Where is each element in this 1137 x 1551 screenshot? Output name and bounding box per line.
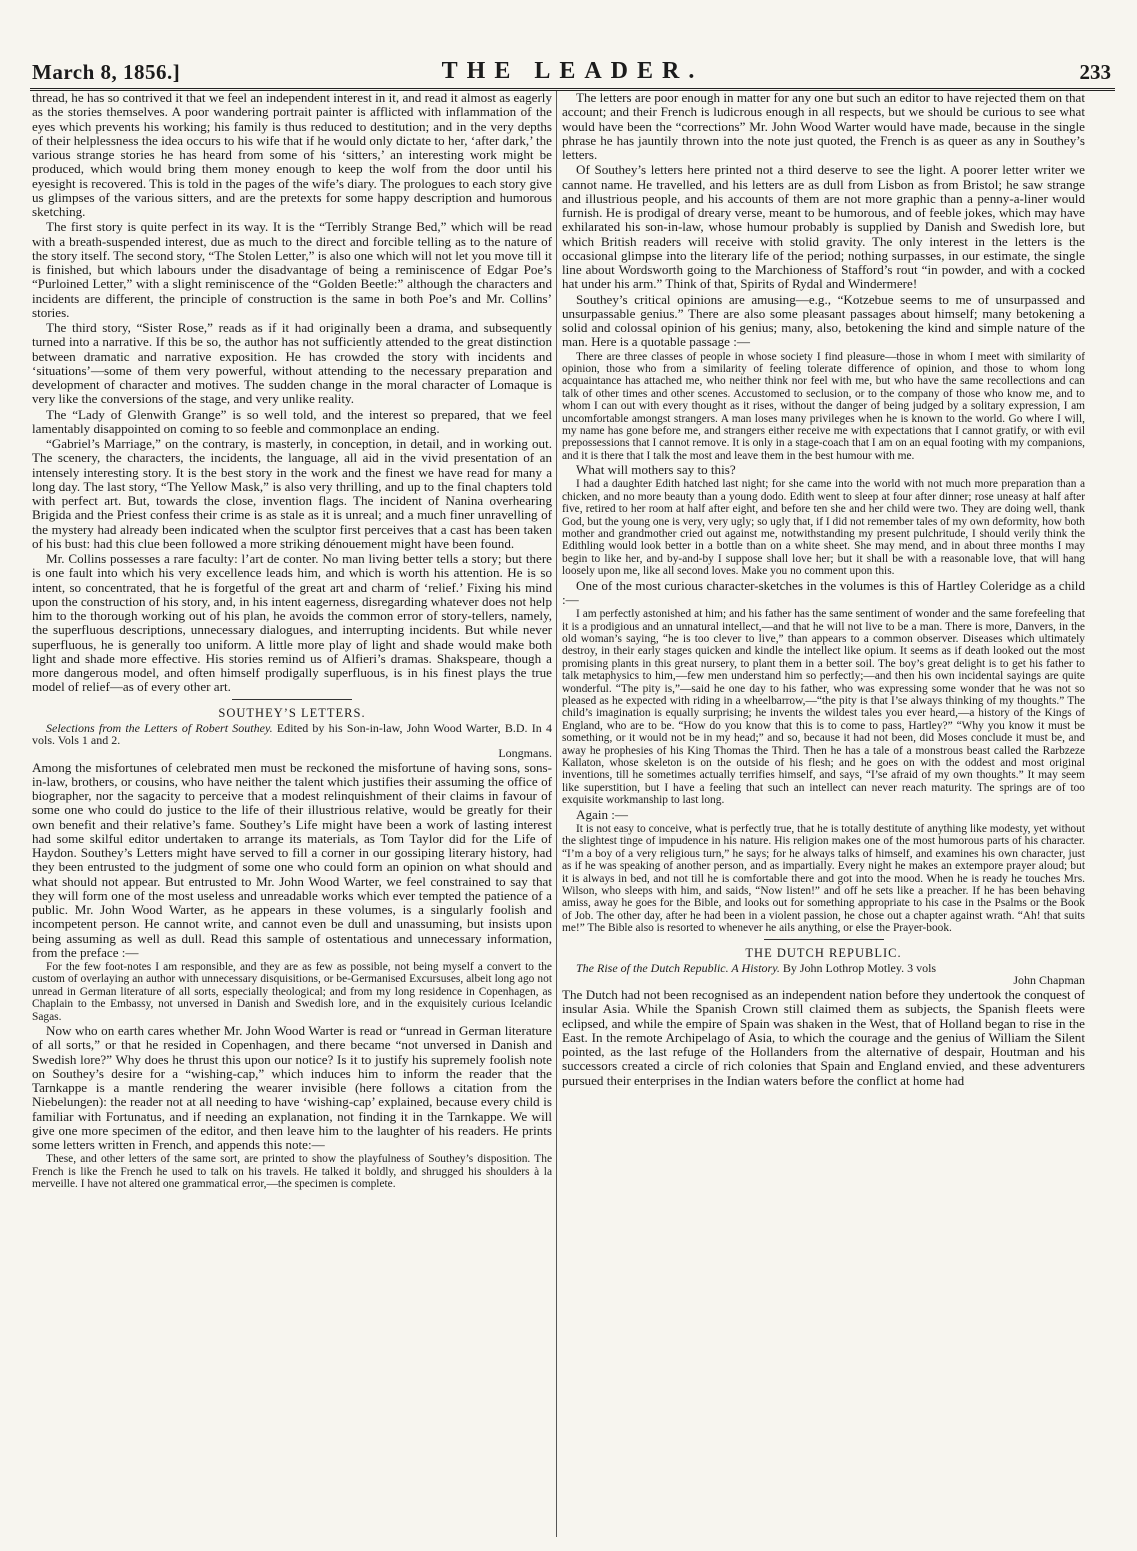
article-paragraph: Of Southey’s letters here printed not a third deserve to see the light. A poorer letter writer we cannot name. He travelled, and his letters are as dull from Lisbon as from Bristol; he saw strange and illustrious people, and his accounts of them are not more graphic than a penny-a-liner would furnish. He is prodigal of dreary verse, meant to be humorous, and of feeble jokes, which may have exhilarated his son-in-law, whose humour probably is supplied by Danish and Swedish lore, but which British readers will receive with stolid gravity. The only interest in the letters is the occasional glimpse into the literary life of the period; nothing surpasses, in our estimate, the single line about Wordsworth going to the Marchioness of Stafford’s rout “in powder, and with a cocked hat under his arm.” Think of that, Spirits of Rydal and Windermere! [562, 162, 1085, 292]
section-divider [232, 699, 352, 700]
review-book-meta: Edited by his Son-in-law, John Wood Warter, B.D. In 4 vols. Vols 1 and 2. [32, 720, 552, 748]
article-paragraph: The letters are poor enough in matter for any one but such an editor to have rejected them on that account; and their French is ludicrous enough in all respects, but we should be curious to see what would have been the “corrections” Mr. John Wood Warter would have made, because in the single phrase he has jauntily thrown into the note just quoted, the French is as queer as any in Southey’s letters. [562, 91, 1085, 162]
article-paragraph: What will mothers say to this? [576, 462, 736, 478]
section-divider [764, 939, 884, 940]
review-citation [562, 962, 1085, 987]
right-column [562, 91, 1085, 1539]
block-quote: I am perfectly astonished at him; and his father has the same sentiment of wonder and the same forefeeling that it is a prodigious and an unnatural intellect,—and that he will not live to be a man. There is more, Danvers, in the old woman’s saying, “he is too clever to live,” than appears to a common observer. Diseases which ultimately destroy, in their early stages quicken and kindle the intellect like opium. It seems as if death looked out the most promising plants in this great nursery, to plant them in a better soil. The boy’s great delight is to get his father to talk metaphysics to him,—few men understand him so perfectly;—and then his own incidental sayings are quite wonderful. “The pity is,”—said he one day to his father, who was expressing some wonder that he was not so pleased as he expected with riding in a wheelbarrow,—“the pity is that I’se always thinking of my thoughts.” The child’s imagination is equally surprising; he invents the wildest tales you ever heard,—a history of the Kings of England, who are to be. “How do you know that this is to come to pass, Hartley?” “Why you know it must be something, or it would not be in my head;” and so, because it had not been, did Moses conclude it must be, and away he prophesies of his King Thomas the Third. Then he has a tale of a monstrous beast called the Rarbzeze Kallaton, whose skeleton is on the outside of his flesh; and he goes on with the oddest and most original inventions, till he sometimes actually terrifies himself, and says, “I’se afraid of my own thoughts.” It may seem like superstition, but I have a feeling that such an intellect can never reach maturity. The springs are of too exquisite workmanship to last long. [562, 608, 1085, 807]
block-quote: These, and other letters of the same sort, are printed to show the playfulness of Southey’s disposition. The French is like the French he used to talk on his travels. He talked it boldly, and shrugged his shoulders à la merveille. I have not altered one grammatical error,—the specimen is complete. [32, 1153, 552, 1191]
article-paragraph: The “Lady of Glenwith Grange” is so well told, and the interest so prepared, that we feel lamentably disappointed on coming to so feeble and commonplace an ending. [32, 406, 552, 436]
article-paragraph: Now who on earth cares whether Mr. John Wood Warter is read or “unread in German literature of all sorts,” or that he resided in Copenhagen, and there became “not unversed in Danish and Swedish lore?” Why does he thrust this upon our notice? Is it to justify his supremely foolish note on Southey’s desire for a “wishing-cap,” which induces him to inform the reader that the Tarnkappe is a mantle rendering the wearer invisible (here follows a citation from the Niebelungen): the reader not at all needing to have ‘wishing-cap’ explained, because every child is familiar with Fortunatus, and if needing an explanation, not finding it in the Tarnkappe. We will give one more specimen of the editor, and then leave him to the laughter of his readers. He prints some letters written in French, and appends this note:— [32, 1023, 552, 1153]
block-quote: There are three classes of people in whose society I find pleasure—those in whom I meet with similarity of opinion, those who from a similarity of feeling tolerate difference of opinion, and those to whom long acquaintance has attached me, who neither think nor feel with me, but who have the same recollections and can talk of other times and other scenes. Accustomed to seclusion, or to the company of those who know me, and to whom I can out with every thought as it rises, without the danger of being judged by a solitary expression, I am uncomfortable amongst strangers. A man loses many privileges when he is known to the world. Go where I will, my name has gone before me, and strangers either receive me with expectations that I cannot gratify, or with evil prepossessions that I cannot remove. It is only in a stage-coach that I am on an equal footing with my companions, and it is there that I talk the most and leave them in the best humour with me. [562, 350, 1085, 462]
section-heading-southey: SOUTHEY’S LETTERS. [218, 705, 366, 720]
article-paragraph: The first story is quite perfect in its way. It is the “Terribly Strange Bed,” which will be read with a breath-suspended interest, due as much to the direct and forcible telling as to the nature of the story itself. The second story, “The Stolen Letter,” is also one which will not let you move till it is finished, but which labours under the disadvantage of being a reminiscence of Edgar Poe’s “Purloined Letter,” with a slight reminiscence of the “Golden Beetle:” although the characters and incidents are different, the principle of construction is the same in both Poe’s and Mr. Collins’ stories. [32, 219, 552, 320]
article-paragraph: “Gabriel’s Marriage,” on the contrary, is masterly, in conception, in detail, and in working out. The scenery, the characters, the incidents, the language, all aid in the vivid presentation of an intensely interesting story. It is the best story in the work and the finest we have read for many a long day. The last story, “The Yellow Mask,” is also very thrilling, and up to the final chapters told with perfect art. But, towards the close, invention flags. The incident of Nanina overhearing Brigida and the Priest confess their crime is as stale as it is unreal; and a much finer unravelling of the mystery had already been indicated when the sculptor first perceives that a cast has been taken of his bust: had this clue been followed a more striking dénouement might have been found. [32, 436, 552, 551]
review-book-meta: By John Lothrop Motley. 3 vols [782, 960, 937, 975]
review-publisher: Longmans. [498, 745, 552, 760]
review-book-title: The Rise of the Dutch Republic. A History. [576, 960, 780, 975]
article-paragraph: Southey’s critical opinions are amusing—e.g., “Kotzebue seems to me of unsurpassed and unsurpassable genius.” There are also some pleasant passages about himself; many betokening a solid and colossal opinion of his genius; many, also, betokening the kind and simple nature of the man. Here is a quotable passage :— [562, 291, 1085, 350]
block-quote: I had a daughter Edith hatched last night; for she came into the world with not much more preparation than a chicken, and no more beauty than a young dodo. Edith went to sleep at four after dinner; rose uneasy at half after five, retired to her room at half after eight, and before ten she and her child were two. They are doing well, thank God, but the young one is very, very ugly; so ugly that, if I did not remember tales of my own deformity, how both mother and grandmother cried out against me, notwithstanding my present pulchritude, I should verily think the Edithling would look better in a bottle than on a white sheet. She may mend, and in about three months I may begin to like her, and by-and-by I suppose shall love her; but it shall be with a reasonable love, that will hang loosely upon me, like all second loves. Make you no comment upon this. [562, 478, 1085, 578]
review-book-title: Selections from the Letters of Robert Southey. [46, 720, 273, 735]
issue-date: March 8, 1856.] [32, 60, 181, 84]
block-quote: For the few foot-notes I am responsible, and they are as few as possible, not being myself a convert to the custom of overlaying an author with unnecessary disquisitions, or be-Germanised Excursuses, albeit long ago not unread in German literature of all sorts, especially theological; and from my long residence in Copenhagen, as Chaplain to the Embassy, not unversed in Danish and Swedish lore, and in the exquisitely curious Icelandic Sagas. [32, 961, 552, 1023]
article-paragraph: thread, he has so contrived it that we feel an independent interest in it, and read it almost as eagerly as the stories themselves. A poor wandering portrait painter is afflicted with inflammation of the eyes which prevents his working; his family is thus reduced to destitution; and in the very depths of their helplessness the idea occurs to his wife that if he would only dictate to her, ‘after dark,’ the various strange stories he has heard from some of his ‘sitters,’ an interesting work might be produced, which would bring them money enough to keep the wolf from the door until his eyesight is recovered. This is told in the pages of the wife’s diary. The prologues to each story give us glimpses of the various sitters, and are the pretexts for some happy description and humorous sketching. [32, 91, 552, 219]
review-publisher: John Chapman [1013, 973, 1085, 988]
block-quote: It is not easy to conceive, what is perfectly true, that he is totally destitute of anything like modesty, yet without the slightest tinge of impudence in his nature. His religion makes one of the most humorous parts of his character. “I’m a boy of a very religious turn,” he says; for he always talks of himself, and examines his own character, just as if he was speaking of another person, and as impartially. Every night he makes an extempore prayer aloud; but it is always in bed, and not till he is comfortable there and got into the mood. When he is ready he touches Mrs. Wilson, who sleeps with him, and saids, “Now listen!” and off he sets like a preacher. If he has been behaving amiss, away he goes for the Bible, and looks out for something appropriate to his case in the Psalms or the Book of Job. The other day, after he had been in a violent passion, he chose out a chapter against wrath. “Ah! that suits me!” The Bible also is resorted to whenever he ails anything, or else the Prayer-book. [562, 822, 1085, 935]
article-paragraph: Among the misfortunes of celebrated men must be reckoned the misfortune of having sons, sons-in-law, brothers, or cousins, who have neither the talent which justifies their assuming the office of biographer, nor the sagacity to perceive that a modest relinquishment of their claims in favour of some one who could do justice to the life of their illustrious relative, would be greatly for their own benefit and their relative’s fame. Southey’s Life might have been a work of lasting interest had some skilful editor undertaken to arrange its materials, as Tom Taylor did for the Life of Haydon. Southey’s Letters might have served to fill a corner in our gossiping literary history, had they been entrusted to the judgment of some one who could form an opinion on what should and what should not appear. But entrusted to Mr. John Wood Warter, we feel constrained to say that they will form one of the most useless and unreadable works which ever tempted the patience of a public. Mr. John Wood Warter, as he appears in these volumes, is a singularly foolish and incompetent person. He cannot write, and cannot even be dull and unassuming, but insists upon being assuming as well as dull. Read this sample of ostentatious and unnecessary information, from the preface :— [32, 759, 552, 960]
article-paragraph: Again :— [576, 806, 629, 822]
article-paragraph: Mr. Collins possesses a rare faculty: l’art de conter. No man living better tells a story; but there is one fault into which his very excellence leads him, and which is worth his attention. He is so intent, so concentrated, that he is forgetful of the great art and charm of ‘relief.’ Fixing his mind upon the construction of his story, and, in his intent eagerness, disregarding whatever does not help him to the thorough working out of his plan, he avoids the common error of story-tellers, namely, the superfluous descriptions, unnecessary dialogues, and interrupting incidents. But while never superfluous, he is generally too uniform. A little more play of light and shade would make both light and shade more effective. His stories remind us of Alfieri’s dramas. Shakspeare, though a more dangerous model, and often himself prodigally superfluous, is in his finest plays the true model of relief—as of every other art. [32, 551, 552, 695]
column-rule [556, 91, 557, 1537]
left-column [32, 91, 552, 1539]
section-heading-dutch: THE DUTCH REPUBLIC. [745, 945, 902, 960]
article-paragraph: The Dutch had not been recognised as an independent nation before they undertook the conquest of insular Asia. While the Spanish Crown still claimed them as subjects, the Spanish fleets were eclipsed, and while the empire of Spain was shaken in the West, that of Holland began to rise in the East. In the remote Archipelago of Asia, to which the courage and the genius of William the Silent pointed, as the last refuge of the Hollanders from the alternative of despair, Houtman and his successors created a circle of rich colonies that Spain and England envied, and these adventurers pursued their enterprises in the Indian waters before the conflict at home had [562, 987, 1085, 1088]
newspaper-title: THE LEADER. [441, 58, 704, 84]
review-citation [32, 722, 552, 760]
page-number: 233 [1079, 60, 1111, 84]
masthead [30, 58, 1115, 91]
article-paragraph: One of the most curious character-sketches in the volumes is this of Hartley Coleridge as a child :— [562, 577, 1085, 607]
article-paragraph: The third story, “Sister Rose,” reads as if it had originally been a drama, and subsequently turned into a narrative. If this be so, the author has not sufficiently attended to the great distinction between dramatic and narrative exposition. He has crowded the story with incidents and ‘situations’—some of them very powerful, without attending to the necessary preparation and development of character and motives. The sudden change in the moral character of Lomaque is very like the conversions of the stage, and very unlike reality. [32, 320, 552, 407]
